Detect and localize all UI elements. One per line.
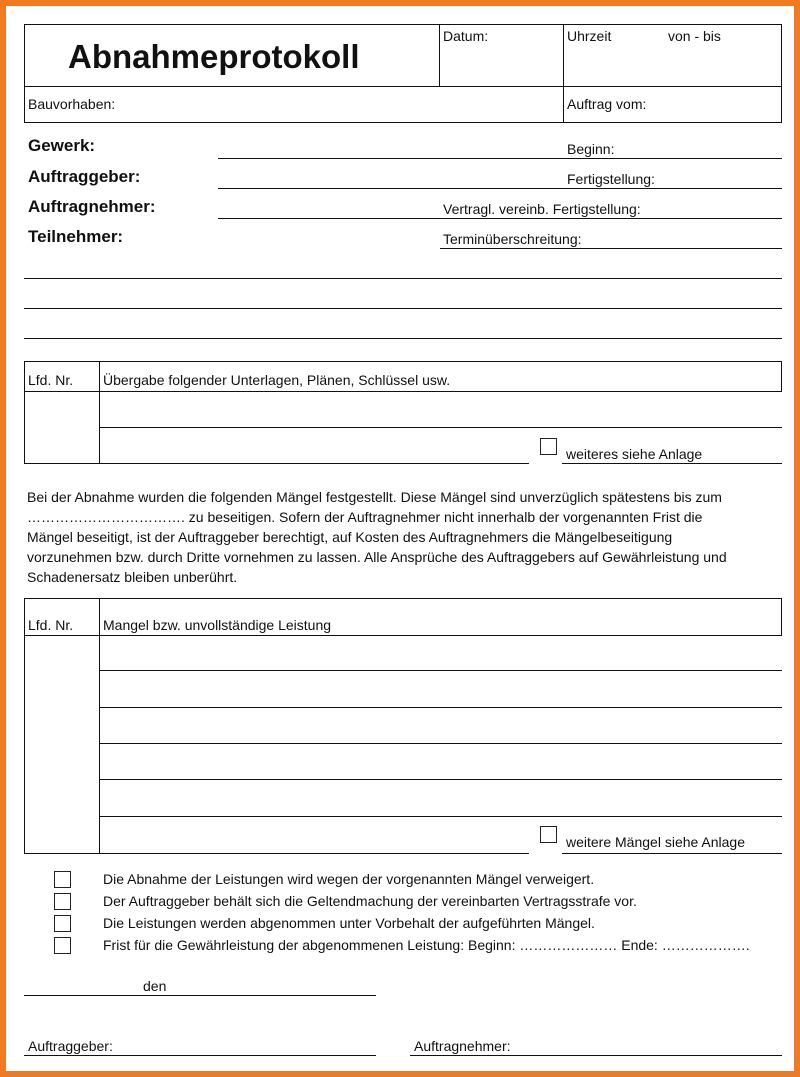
option-checkbox-reservation[interactable] (54, 915, 71, 932)
den-label: den (143, 978, 167, 994)
table2-row-line[interactable] (99, 743, 782, 744)
termin-line[interactable] (440, 248, 782, 249)
termin-label: Terminüberschreitung: (443, 231, 582, 247)
table1-anlage-label: weiteres siehe Anlage (566, 446, 703, 462)
table2-col1-header: Lfd. Nr. (28, 617, 74, 633)
auftragnehmer-signature-label: Auftragnehmer: (414, 1038, 511, 1054)
table1-row-line-2[interactable] (99, 463, 529, 464)
header-divider-1 (439, 24, 440, 86)
datum-label: Datum: (443, 28, 489, 44)
table1-col2-header: Übergabe folgender Unterlagen, Plänen, Schlüssel usw. (103, 372, 451, 388)
uhrzeit-label: Uhrzeit (567, 28, 612, 44)
terms-line: Bei der Abnahme wurden die folgenden Mängel festgestellt. Diese Mängel sind unverzüglich spätestens bis zum (27, 489, 722, 505)
terms-line: vorzunehmen bzw. durch Dritte vornehmen zu lassen. Alle Ansprüche des Auftraggebers auf Gewährleistung und (27, 549, 727, 565)
auftraggeber-label: Auftraggeber: (28, 167, 141, 186)
table1-left-edge (24, 392, 25, 463)
table1-col1-header: Lfd. Nr. (28, 372, 74, 388)
von-bis-label: von - bis (668, 28, 721, 44)
table2-anlage-checkbox[interactable] (540, 826, 557, 843)
gewerk-line[interactable] (218, 158, 782, 159)
header-divider-2 (563, 24, 564, 123)
terms-line: Mängel beseitigt, ist der Auftraggeber berechtigt, auf Kosten des Auftragnehmers die Mängelbeseitigung (27, 529, 673, 545)
option-label-reservation: Die Leistungen werden abgenommen unter Vorbehalt der aufgeführten Mängel. (103, 915, 595, 931)
auftraggeber-signature-label: Auftraggeber: (28, 1038, 113, 1054)
auftragnehmer-label: Auftragnehmer: (28, 197, 156, 216)
auftraggeber-line[interactable] (218, 188, 782, 189)
place-date-line[interactable] (24, 995, 376, 996)
terms-line: Schadenersatz bleiben unberührt. (27, 569, 238, 585)
gewerk-label: Gewerk: (28, 136, 96, 155)
page-title: Abnahmeprotokoll (68, 38, 360, 75)
teilnehmer-line-3[interactable] (24, 338, 782, 339)
teilnehmer-line-2[interactable] (24, 308, 782, 309)
auftraggeber-signature-line[interactable] (24, 1055, 376, 1056)
teilnehmer-line-1[interactable] (24, 278, 782, 279)
fertigstellung-label: Fertigstellung: (567, 171, 655, 187)
table1-anlage-underline (562, 463, 782, 464)
option-label-penalty: Der Auftraggeber behält sich die Geltendmachung der vereinbarten Vertragsstrafe vor. (103, 893, 637, 909)
option-checkbox-refuse[interactable] (54, 871, 71, 888)
table2-bottom-left (24, 853, 100, 854)
auftrag-vom-label: Auftrag vom: (567, 96, 647, 112)
option-label-refuse: Die Abnahme der Leistungen wird wegen der vorgenannten Mängel verweigert. (103, 871, 595, 887)
teilnehmer-label: Teilnehmer: (28, 227, 124, 246)
bauvorhaben-label: Bauvorhaben: (28, 96, 116, 112)
table1-row-line-1[interactable] (99, 427, 782, 428)
option-label-warranty: Frist für die Gewährleistung der abgenommenen Leistung: Beginn: ………………… Ende: ………………. (103, 937, 750, 953)
beginn-label: Beginn: (567, 141, 615, 157)
header-row-divider (24, 86, 782, 87)
table2-row-line[interactable] (99, 670, 782, 671)
table2-row-line[interactable] (99, 707, 782, 708)
table1-bottom-left (24, 463, 100, 464)
option-checkbox-penalty[interactable] (54, 893, 71, 910)
table2-anlage-label: weitere Mängel siehe Anlage (566, 834, 746, 850)
vertragl-label: Vertragl. vereinb. Fertigstellung: (443, 201, 641, 217)
table2-col2-header: Mangel bzw. unvollständige Leistung (103, 617, 332, 633)
table1-anlage-checkbox[interactable] (540, 438, 557, 455)
table2-col-divider (99, 598, 100, 853)
terms-paragraph (27, 487, 779, 587)
table2-row-line[interactable] (99, 853, 529, 854)
auftragnehmer-signature-line[interactable] (410, 1055, 782, 1056)
table2-left-edge (24, 636, 25, 853)
option-checkbox-warranty[interactable] (54, 937, 71, 954)
terms-line: ……………………………. zu beseitigen. Sofern der Auftragnehmer nicht innerhalb der vorgenannten Frist die (27, 509, 703, 525)
table2-anlage-underline (562, 853, 782, 854)
table2-row-line[interactable] (99, 779, 782, 780)
auftragnehmer-line[interactable] (218, 218, 782, 219)
table1-col-divider (99, 361, 100, 463)
table2-row-line[interactable] (99, 816, 782, 817)
